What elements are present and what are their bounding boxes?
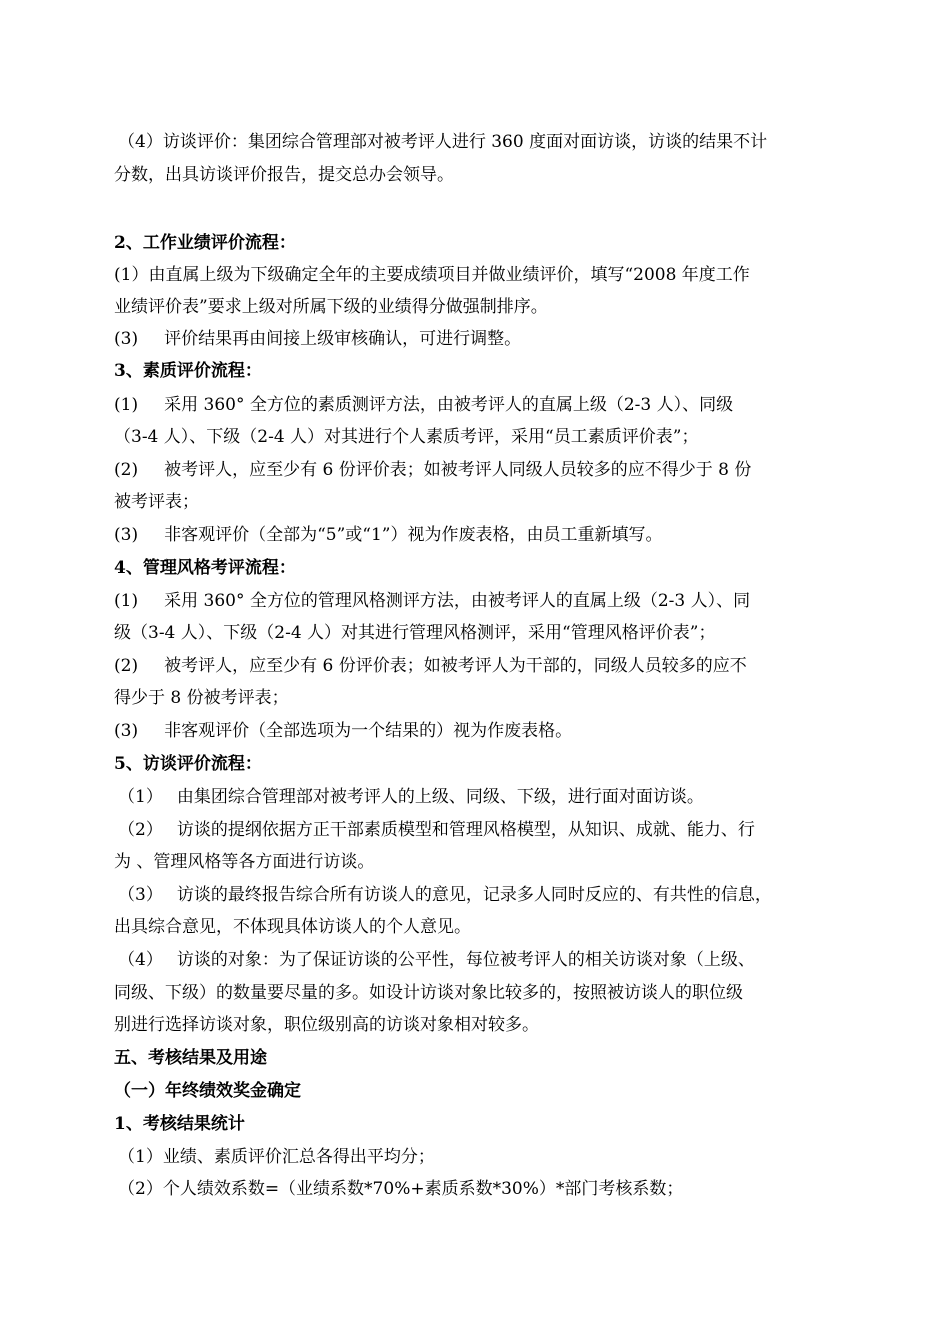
management-item-1: (1) 采用 360° 全方位的管理风格测评方法，由被考评人的直属上级（2-3 人）、同 [114, 591, 751, 611]
quality-item-1-cont: （3-4 人）、下级（2-4 人）对其进行个人素质考评，采用“员工素质评价表”； [114, 427, 699, 447]
management-item-2: (2) 被考评人，应至少有 6 份评价表；如被考评人为干部的，同级人员较多的应不 [114, 656, 747, 676]
heading-results-usage: 五、考核结果及用途 [114, 1048, 267, 1068]
paragraph-interview-evaluation-cont: 分数，出具访谈评价报告，提交总办会领导。 [114, 165, 454, 185]
management-item-2-cont: 得少于 8 份被考评表； [114, 688, 289, 708]
performance-item-1: (1）由直属上级为下级确定全年的主要成绩项目并做业绩评价，填写“2008 年度工作 [114, 265, 750, 285]
quality-item-3: (3) 非客观评价（全部为“5”或“1”）视为作废表格，由员工重新填写。 [114, 525, 663, 545]
heading-interview-process: 5、访谈评价流程： [114, 754, 262, 774]
interview-item-2: （2） 访谈的提纲依据方正干部素质模型和管理风格模型，从知识、成就、能力、行 [118, 820, 755, 840]
paragraph-interview-evaluation: （4）访谈评价：集团综合管理部对被考评人进行 360 度面对面访谈，访谈的结果不计 [118, 132, 768, 152]
management-item-1-cont: 级（3-4 人）、下级（2-4 人）对其进行管理风格测评，采用“管理风格评价表”； [114, 623, 716, 643]
management-item-3: (3) 非客观评价（全部选项为一个结果的）视为作废表格。 [114, 721, 573, 741]
quality-item-2-cont: 被考评表； [114, 492, 199, 512]
interview-item-2-cont: 为 、管理风格等各方面进行访谈。 [114, 852, 375, 872]
heading-quality-process: 3、素质评价流程： [114, 361, 262, 381]
statistics-item-1: （1）业绩、素质评价汇总各得出平均分； [118, 1147, 435, 1167]
heading-results-statistics: 1、考核结果统计 [114, 1114, 245, 1134]
heading-year-end-bonus: （一）年终绩效奖金确定 [114, 1081, 301, 1101]
interview-item-3: （3） 访谈的最终报告综合所有访谈人的意见，记录多人同时反应的、有共性的信息， [118, 885, 772, 905]
performance-item-3: (3) 评价结果再由间接上级审核确认，可进行调整。 [114, 329, 522, 349]
performance-item-1-cont: 业绩评价表”要求上级对所属下级的业绩得分做强制排序。 [114, 297, 548, 317]
interview-item-4: （4） 访谈的对象：为了保证访谈的公平性，每位被考评人的相关访谈对象（上级、 [118, 950, 755, 970]
quality-item-2: (2) 被考评人，应至少有 6 份评价表；如被考评人同级人员较多的应不得少于 8 份 [114, 460, 752, 480]
interview-item-3-cont: 出具综合意见，不体现具体访谈人的个人意见。 [114, 917, 471, 937]
quality-item-1: (1) 采用 360° 全方位的素质测评方法，由被考评人的直属上级（2-3 人）、同级 [114, 395, 734, 415]
heading-management-style-process: 4、管理风格考评流程： [114, 558, 296, 578]
interview-item-1: （1） 由集团综合管理部对被考评人的上级、同级、下级，进行面对面访谈。 [118, 787, 704, 807]
statistics-item-2: （2）个人绩效系数=（业绩系数*70%+素质系数*30%）*部门考核系数； [118, 1179, 684, 1199]
heading-performance-process: 2、工作业绩评价流程： [114, 233, 296, 253]
interview-item-4-cont-2: 别进行选择访谈对象，职位级别高的访谈对象相对较多。 [114, 1015, 539, 1035]
interview-item-4-cont-1: 同级、下级）的数量要尽量的多。如设计访谈对象比较多的，按照被访谈人的职位级 [114, 983, 743, 1003]
